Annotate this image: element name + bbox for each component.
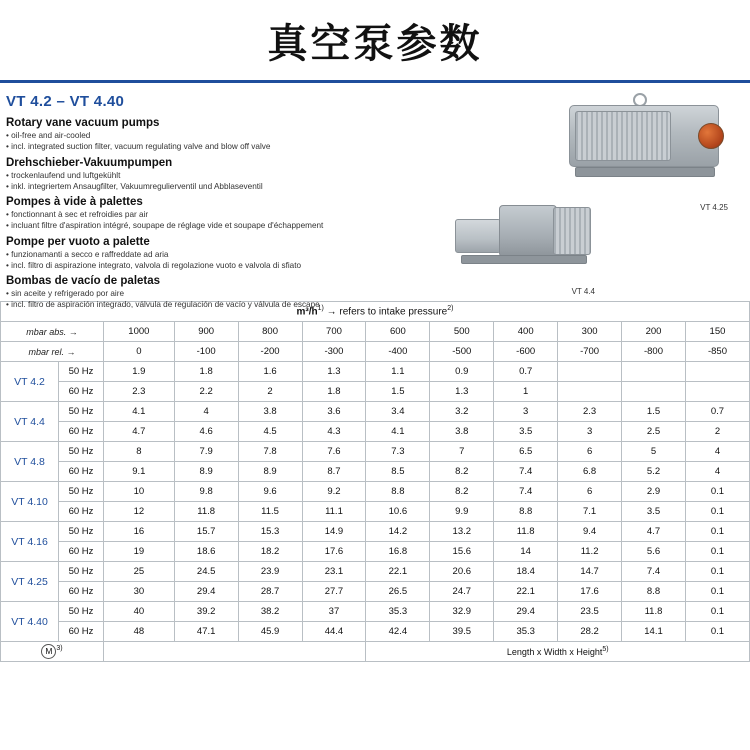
lang-block-fr	[6, 195, 750, 232]
cell-vt42-50-4: 1.1	[366, 362, 430, 382]
cell-vt416-60-6: 14	[494, 542, 558, 562]
hz-label-50: 50 Hz	[59, 602, 104, 622]
cell-vt44-50-2: 3.8	[238, 402, 302, 422]
cell-vt48-60-0: 9.1	[104, 462, 175, 482]
pressure-abs-5: 500	[430, 322, 494, 342]
cell-vt440-60-6: 35.3	[494, 622, 558, 642]
model-name-vt425: VT 4.25	[1, 562, 59, 602]
model-name-vt44: VT 4.4	[1, 402, 59, 442]
table-row	[1, 442, 750, 462]
cell-vt416-60-9: 0.1	[685, 542, 749, 562]
cell-vt48-50-3: 7.6	[302, 442, 366, 462]
cell-vt425-50-6: 18.4	[494, 562, 558, 582]
pressure-abs-9: 150	[685, 322, 749, 342]
pressure-rel-2: -200	[238, 342, 302, 362]
pump-base-small	[461, 255, 587, 264]
lang-title-en: Rotary vane vacuum pumps	[6, 117, 160, 129]
cell-vt416-50-3: 14.9	[302, 522, 366, 542]
cell-vt416-60-3: 17.6	[302, 542, 366, 562]
photo-caption-vt425: VT 4.25	[700, 203, 728, 212]
table-row	[1, 542, 750, 562]
table-row	[1, 582, 750, 602]
cell-vt48-60-6: 7.4	[494, 462, 558, 482]
cell-vt44-60-3: 4.3	[302, 422, 366, 442]
cell-vt48-50-1: 7.9	[174, 442, 238, 462]
bottom-row	[1, 642, 750, 662]
cell-vt440-50-0: 40	[104, 602, 175, 622]
cell-vt48-60-7: 6.8	[558, 462, 622, 482]
cell-vt416-60-5: 15.6	[430, 542, 494, 562]
cell-vt44-50-1: 4	[174, 402, 238, 422]
product-photo-vt425	[561, 93, 736, 198]
hz-label-50: 50 Hz	[59, 402, 104, 422]
cell-vt416-50-5: 13.2	[430, 522, 494, 542]
cell-vt48-50-7: 6	[558, 442, 622, 462]
hz-label-50: 50 Hz	[59, 482, 104, 502]
model-name-vt48: VT 4.8	[1, 442, 59, 482]
cell-vt416-50-6: 11.8	[494, 522, 558, 542]
cell-vt440-60-4: 42.4	[366, 622, 430, 642]
model-name-vt416: VT 4.16	[1, 522, 59, 562]
cell-vt425-60-7: 17.6	[558, 582, 622, 602]
cell-vt425-50-0: 25	[104, 562, 175, 582]
cell-vt410-60-8: 3.5	[622, 502, 686, 522]
table-row	[1, 422, 750, 442]
cell-vt425-60-0: 30	[104, 582, 175, 602]
lang-line-fr-1: • fonctionnant à sec et refroidies par air	[6, 210, 149, 220]
cell-vt42-60-8	[622, 382, 686, 402]
cell-vt416-50-8: 4.7	[622, 522, 686, 542]
cell-vt440-60-5: 39.5	[430, 622, 494, 642]
cell-vt48-50-9: 4	[685, 442, 749, 462]
cell-vt410-50-4: 8.8	[366, 482, 430, 502]
dimensions-label: Length x Width x Height	[506, 647, 603, 657]
cell-vt416-60-1: 18.6	[174, 542, 238, 562]
cell-vt410-50-6: 7.4	[494, 482, 558, 502]
inlet-cap-icon	[698, 123, 724, 149]
cell-vt425-50-7: 14.7	[558, 562, 622, 582]
cell-vt42-60-2: 2	[238, 382, 302, 402]
cell-vt440-60-9: 0.1	[685, 622, 749, 642]
hz-label-60: 60 Hz	[59, 542, 104, 562]
hz-label-60: 60 Hz	[59, 622, 104, 642]
model-name-vt440: VT 4.40	[1, 602, 59, 642]
cell-vt48-60-5: 8.2	[430, 462, 494, 482]
cell-vt44-50-8: 1.5	[622, 402, 686, 422]
cell-vt48-50-8: 5	[622, 442, 686, 462]
pressure-abs-3: 700	[302, 322, 366, 342]
lang-line-it-1: • funzionamanti a secco e raffreddate ad aria	[6, 249, 169, 259]
cell-vt416-50-2: 15.3	[238, 522, 302, 542]
pressure-rel-1: -100	[174, 342, 238, 362]
cell-vt48-60-3: 8.7	[302, 462, 366, 482]
lang-line-es-2: • incl. filtro de aspiración integrado, válvula de regulación de vacío y válvula de escape	[6, 300, 320, 310]
motor-icon: M	[41, 644, 56, 659]
cell-vt440-50-6: 29.4	[494, 602, 558, 622]
bottom-empty-cell	[104, 642, 366, 662]
cell-vt425-50-1: 24.5	[174, 562, 238, 582]
band-unit-label: m³/h	[296, 306, 318, 318]
hz-label-50: 50 Hz	[59, 522, 104, 542]
cell-vt44-60-7: 3	[558, 422, 622, 442]
cell-vt416-50-9: 0.1	[685, 522, 749, 542]
dimensions-cell	[366, 642, 750, 662]
cell-vt440-50-8: 11.8	[622, 602, 686, 622]
cell-vt425-60-6: 22.1	[494, 582, 558, 602]
pump-motor	[499, 205, 557, 257]
cell-vt44-60-1: 4.6	[174, 422, 238, 442]
cell-vt48-50-6: 6.5	[494, 442, 558, 462]
lang-block-it	[6, 235, 750, 272]
cell-vt425-60-1: 29.4	[174, 582, 238, 602]
cell-vt44-50-7: 2.3	[558, 402, 622, 422]
table-row	[1, 562, 750, 582]
cell-vt425-50-9: 0.1	[685, 562, 749, 582]
cell-vt440-60-7: 28.2	[558, 622, 622, 642]
pressure-abs-0: 1000	[104, 322, 175, 342]
lang-title-it: Pompe per vuoto a palette	[6, 235, 150, 248]
pressure-rel-label: mbar rel. →	[1, 342, 104, 362]
photo-caption-vt44: VT 4.4	[571, 287, 595, 296]
cell-vt410-60-5: 9.9	[430, 502, 494, 522]
cell-vt48-50-4: 7.3	[366, 442, 430, 462]
pressure-abs-row	[1, 322, 750, 342]
cell-vt48-60-1: 8.9	[174, 462, 238, 482]
cell-vt42-50-5: 0.9	[430, 362, 494, 382]
model-name-vt410: VT 4.10	[1, 482, 59, 522]
pressure-rel-4: -400	[366, 342, 430, 362]
cell-vt416-50-0: 16	[104, 522, 175, 542]
cell-vt44-50-5: 3.2	[430, 402, 494, 422]
cell-vt48-60-2: 8.9	[238, 462, 302, 482]
cell-vt416-50-7: 9.4	[558, 522, 622, 542]
cell-vt42-50-1: 1.8	[174, 362, 238, 382]
lang-title-de: Drehschieber-Vakuumpumpen	[6, 156, 173, 169]
cell-vt425-60-9: 0.1	[685, 582, 749, 602]
cell-vt42-60-4: 1.5	[366, 382, 430, 402]
model-range-heading: VT 4.2 – VT 4.40	[6, 93, 125, 110]
lang-line-it-2: • incl. filtro di aspirazione integrato, valvola di regolazione vuoto e valvola di sfiato	[6, 260, 302, 270]
lang-line-de-1: • trockenlaufend und luftgekühlt	[6, 170, 121, 180]
cell-vt44-50-9: 0.7	[685, 402, 749, 422]
hz-label-60: 60 Hz	[59, 582, 104, 602]
cell-vt410-60-4: 10.6	[366, 502, 430, 522]
cell-vt44-50-0: 4.1	[104, 402, 175, 422]
cell-vt44-60-6: 3.5	[494, 422, 558, 442]
cell-vt425-50-5: 20.6	[430, 562, 494, 582]
hz-label-50: 50 Hz	[59, 362, 104, 382]
cell-vt48-50-0: 8	[104, 442, 175, 462]
band-unit-sup: 1)	[317, 305, 324, 313]
cell-vt440-60-0: 48	[104, 622, 175, 642]
pressure-rel-9: -850	[685, 342, 749, 362]
cell-vt425-60-8: 8.8	[622, 582, 686, 602]
cell-vt440-60-3: 44.4	[302, 622, 366, 642]
cell-vt42-50-3: 1.3	[302, 362, 366, 382]
cell-vt42-50-2: 1.6	[238, 362, 302, 382]
cell-vt42-60-1: 2.2	[174, 382, 238, 402]
cell-vt48-50-2: 7.8	[238, 442, 302, 462]
lang-line-fr-2: • incluant filtre d'aspiration intégré, soupape de réglage vide et soupape d'échappement	[6, 221, 324, 231]
cell-vt410-60-1: 11.8	[174, 502, 238, 522]
pressure-rel-6: -600	[494, 342, 558, 362]
cell-vt416-60-7: 11.2	[558, 542, 622, 562]
cell-vt440-50-2: 38.2	[238, 602, 302, 622]
cell-vt44-50-3: 3.6	[302, 402, 366, 422]
specifications-table	[0, 301, 750, 662]
pressure-rel-7: -700	[558, 342, 622, 362]
hz-label-50: 50 Hz	[59, 562, 104, 582]
cell-vt416-50-1: 15.7	[174, 522, 238, 542]
cell-vt44-50-6: 3	[494, 402, 558, 422]
cell-vt440-60-1: 47.1	[174, 622, 238, 642]
cell-vt410-50-3: 9.2	[302, 482, 366, 502]
cell-vt42-50-9	[685, 362, 749, 382]
cell-vt42-60-3: 1.8	[302, 382, 366, 402]
cell-vt425-50-2: 23.9	[238, 562, 302, 582]
table-row	[1, 362, 750, 382]
cell-vt416-60-8: 5.6	[622, 542, 686, 562]
pump-tank	[455, 219, 501, 253]
hz-label-60: 60 Hz	[59, 422, 104, 442]
cell-vt425-50-4: 22.1	[366, 562, 430, 582]
cell-vt42-60-6: 1	[494, 382, 558, 402]
lang-line-en-1: • oil-free and air-cooled	[6, 131, 91, 141]
cell-vt44-60-2: 4.5	[238, 422, 302, 442]
table-row	[1, 482, 750, 502]
cell-vt416-60-0: 19	[104, 542, 175, 562]
band-mid-sup: 2)	[447, 305, 454, 313]
pump-base	[575, 167, 715, 177]
motor-symbol-cell	[1, 642, 104, 662]
table-row	[1, 622, 750, 642]
product-header	[0, 83, 750, 310]
cell-vt410-60-2: 11.5	[238, 502, 302, 522]
motor-sup: 3)	[56, 645, 63, 652]
pressure-abs-6: 400	[494, 322, 558, 342]
hz-label-60: 60 Hz	[59, 382, 104, 402]
cell-vt416-50-4: 14.2	[366, 522, 430, 542]
cell-vt440-60-8: 14.1	[622, 622, 686, 642]
pressure-abs-label: mbar abs. →	[1, 322, 104, 342]
table-row	[1, 382, 750, 402]
dimensions-sup: 5)	[602, 646, 609, 653]
cell-vt44-60-0: 4.7	[104, 422, 175, 442]
cell-vt42-50-7	[558, 362, 622, 382]
cell-vt410-60-3: 11.1	[302, 502, 366, 522]
hz-label-60: 60 Hz	[59, 462, 104, 482]
cell-vt425-60-4: 26.5	[366, 582, 430, 602]
cell-vt410-60-7: 7.1	[558, 502, 622, 522]
pressure-rel-3: -300	[302, 342, 366, 362]
cell-vt440-50-9: 0.1	[685, 602, 749, 622]
table-row	[1, 502, 750, 522]
pressure-rel-8: -800	[622, 342, 686, 362]
lang-line-es-1: • sin aceite y refrigerado por aire	[6, 289, 125, 299]
cell-vt44-60-4: 4.1	[366, 422, 430, 442]
table-row	[1, 522, 750, 542]
cell-vt42-50-6: 0.7	[494, 362, 558, 382]
pressure-abs-1: 900	[174, 322, 238, 342]
hz-label-50: 50 Hz	[59, 442, 104, 462]
table-row	[1, 462, 750, 482]
cell-vt42-50-0: 1.9	[104, 362, 175, 382]
cell-vt410-50-7: 6	[558, 482, 622, 502]
cell-vt410-50-9: 0.1	[685, 482, 749, 502]
cell-vt410-50-0: 10	[104, 482, 175, 502]
cell-vt410-50-2: 9.6	[238, 482, 302, 502]
cell-vt410-60-0: 12	[104, 502, 175, 522]
cooling-fins	[575, 111, 671, 161]
cell-vt410-50-1: 9.8	[174, 482, 238, 502]
cell-vt410-60-9: 0.1	[685, 502, 749, 522]
cell-vt410-50-8: 2.9	[622, 482, 686, 502]
hz-label-60: 60 Hz	[59, 502, 104, 522]
cell-vt440-50-1: 39.2	[174, 602, 238, 622]
cell-vt48-60-8: 5.2	[622, 462, 686, 482]
pressure-rel-0: 0	[104, 342, 175, 362]
cell-vt48-60-9: 4	[685, 462, 749, 482]
cell-vt425-50-8: 7.4	[622, 562, 686, 582]
lang-block-es	[6, 274, 750, 311]
cell-vt410-50-5: 8.2	[430, 482, 494, 502]
table-row	[1, 602, 750, 622]
lang-line-en-2: • incl. integrated suction filter, vacuum regulating valve and blow off valve	[6, 142, 271, 152]
model-name-vt42: VT 4.2	[1, 362, 59, 402]
cell-vt44-60-5: 3.8	[430, 422, 494, 442]
cell-vt44-60-8: 2.5	[622, 422, 686, 442]
pressure-abs-4: 600	[366, 322, 430, 342]
cooling-fins-small	[553, 207, 591, 255]
lang-line-de-2: • inkl. integriertem Ansaugfilter, Vakuumregulierventil und Abblaseventil	[6, 181, 263, 191]
cell-vt440-50-3: 37	[302, 602, 366, 622]
cell-vt425-50-3: 23.1	[302, 562, 366, 582]
band-mid-label: → refers to intake pressure	[326, 306, 448, 318]
cell-vt44-50-4: 3.4	[366, 402, 430, 422]
cell-vt425-60-5: 24.7	[430, 582, 494, 602]
pressure-rel-row	[1, 342, 750, 362]
cell-vt440-50-7: 23.5	[558, 602, 622, 622]
cell-vt42-60-9	[685, 382, 749, 402]
cell-vt42-60-0: 2.3	[104, 382, 175, 402]
cell-vt440-50-4: 35.3	[366, 602, 430, 622]
product-photo-vt44	[455, 191, 600, 283]
cell-vt416-60-4: 16.8	[366, 542, 430, 562]
pressure-rel-5: -500	[430, 342, 494, 362]
cell-vt440-60-2: 45.9	[238, 622, 302, 642]
cell-vt425-60-3: 27.7	[302, 582, 366, 602]
lang-title-es: Bombas de vacío de paletas	[6, 275, 161, 287]
pressure-abs-2: 800	[238, 322, 302, 342]
lang-title-fr: Pompes à vide à palettes	[6, 196, 143, 208]
cell-vt44-60-9: 2	[685, 422, 749, 442]
table-row	[1, 402, 750, 422]
cell-vt48-50-5: 7	[430, 442, 494, 462]
cell-vt416-60-2: 18.2	[238, 542, 302, 562]
cell-vt42-60-7	[558, 382, 622, 402]
cell-vt425-60-2: 28.7	[238, 582, 302, 602]
page-title: 真空泵参数	[267, 21, 483, 67]
cell-vt48-60-4: 8.5	[366, 462, 430, 482]
cell-vt410-60-6: 8.8	[494, 502, 558, 522]
cell-vt42-50-8	[622, 362, 686, 382]
pressure-abs-8: 200	[622, 322, 686, 342]
cell-vt42-60-5: 1.3	[430, 382, 494, 402]
cell-vt440-50-5: 32.9	[430, 602, 494, 622]
pressure-abs-7: 300	[558, 322, 622, 342]
